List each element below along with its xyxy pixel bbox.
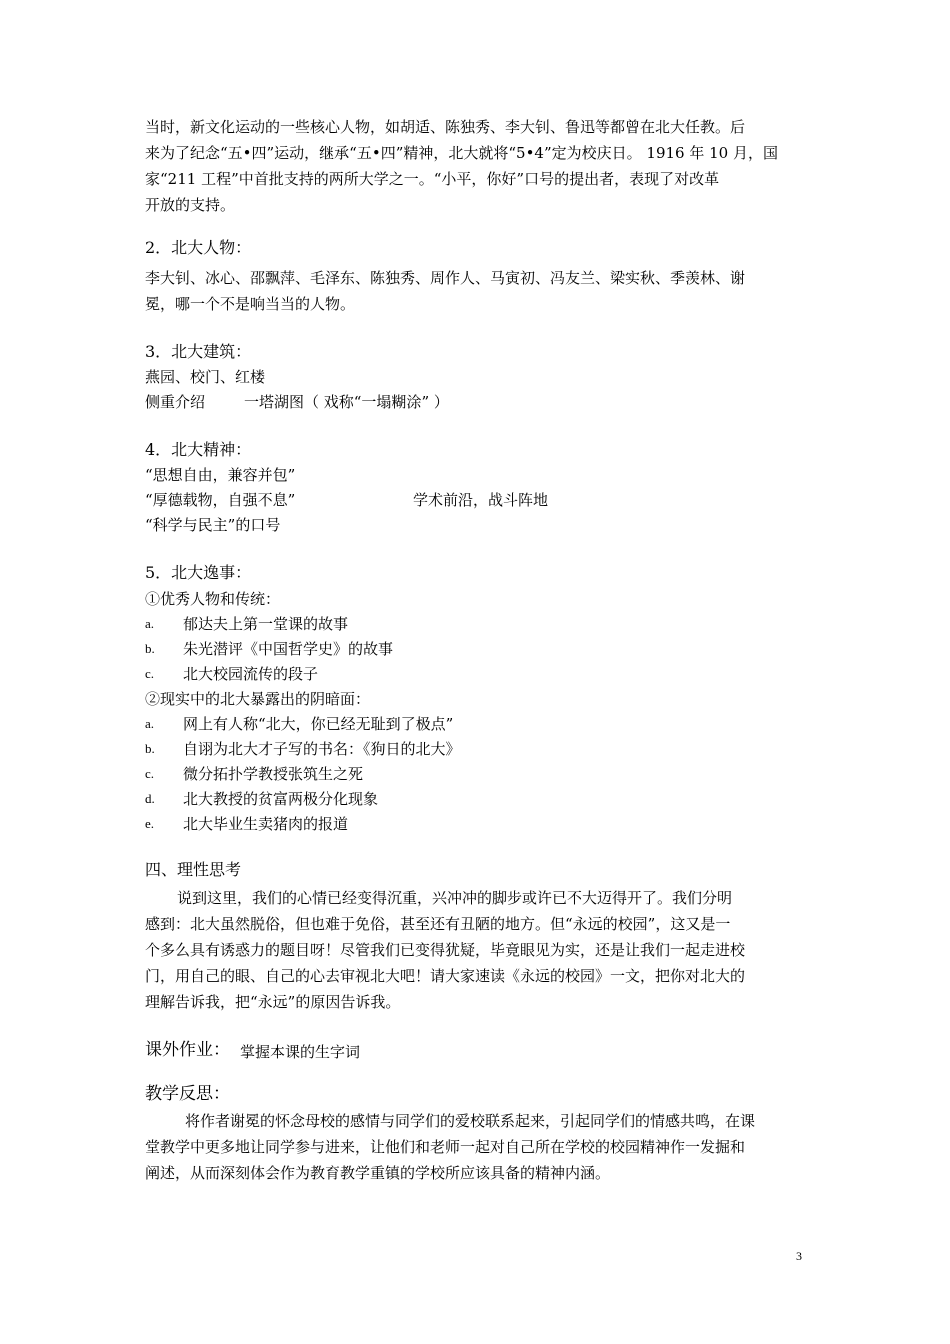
section-6-heading: 四、理性思考 [145, 860, 242, 879]
intro-line-4: 开放的支持。 [145, 196, 236, 214]
section-6-line-3: 个多么具有诱惑力的题目呀！尽管我们已变得犹疑，毕竟眼见为实，还是让我们一起走进校 [145, 941, 746, 959]
list-item: 北大教授的贫富两极分化现象 [183, 790, 379, 808]
intro-line-3: 家“211 工程”中首批支持的两所大学之一。“小平，你好”口号的提出者，表现了对改革 [145, 170, 720, 188]
section-5-sub-2: ②现实中的北大暴露出的阴暗面： [145, 690, 371, 708]
list-item: 北大校园流传的段子 [183, 665, 319, 683]
section-4-line-2a: “厚德载物，自强不息” [145, 491, 296, 509]
section-3-line-2a: 侧重介绍 [145, 393, 206, 411]
list-letter: c. [145, 666, 155, 681]
section-4-line-2b: 学术前沿，战斗阵地 [413, 491, 549, 509]
section-2-heading: 2．北大人物： [145, 238, 252, 257]
list-letter: b. [145, 741, 155, 756]
list-item: 朱光潜评《中国哲学史》的故事 [183, 640, 394, 658]
list-item: 北大毕业生卖猪肉的报道 [183, 815, 349, 833]
section-6-line-4: 门，用自己的眼、自己的心去审视北大吧！请大家速读《永远的校园》一文，把你对北大的 [145, 967, 746, 985]
list-letter: e. [145, 816, 155, 831]
intro-line-1: 当时，新文化运动的一些核心人物，如胡适、陈独秀、李大钊、鲁迅等都曾在北大任教。后 [145, 118, 746, 136]
reflection-line-1: 将作者谢冕的怀念母校的感情与同学们的爱校联系起来，引起同学们的情感共鸣，在课 [185, 1112, 756, 1130]
section-6-line-1: 说到这里，我们的心情已经变得沉重，兴冲冲的脚步或许已不大迈得开了。我们分明 [177, 889, 733, 907]
section-4-line-3: “科学与民主”的口号 [145, 516, 281, 534]
reflection-line-3: 阐述，从而深刻体会作为教育教学重镇的学校所应该具备的精神内涵。 [145, 1164, 611, 1182]
list-item: 网上有人称“北大，你已经无耻到了极点” [183, 715, 454, 733]
reflection-line-2: 堂教学中更多地让同学参与进来，让他们和老师一起对自己所在学校的校园精神作一发掘和 [145, 1138, 746, 1156]
homework-text: 掌握本课的生字词 [240, 1043, 361, 1061]
intro-line-2: 来为了纪念“五•四”运动，继承“五•四”精神，北大就将“5•4”定为校庆日。 1916 年 10 月，国 [145, 144, 778, 162]
list-letter: a. [145, 716, 155, 731]
section-5-heading: 5．北大逸事： [145, 563, 252, 582]
section-3-line-2b: 一塔湖图（ 戏称“一塌糊涂” ） [244, 393, 449, 411]
list-item: 微分拓扑学教授张筑生之死 [183, 765, 364, 783]
section-4-line-1: “思想自由，兼容并包” [145, 466, 296, 484]
section-4-heading: 4．北大精神： [145, 440, 252, 459]
section-6-line-5: 理解告诉我，把“永远”的原因告诉我。 [145, 993, 401, 1011]
list-letter: d. [145, 791, 155, 806]
page-number: 3 [796, 1249, 802, 1263]
section-2-line-2: 冕，哪一个不是响当当的人物。 [145, 295, 356, 313]
section-3-line-1: 燕园、校门、红楼 [145, 368, 266, 386]
section-6-line-2: 感到：北大虽然脱俗，但也难于免俗，甚至还有丑陋的地方。但“永远的校园”，这又是一 [145, 915, 731, 933]
list-letter: b. [145, 641, 155, 656]
section-5-sub-1: ①优秀人物和传统： [145, 590, 281, 608]
section-3-heading: 3．北大建筑： [145, 342, 252, 361]
list-item: 自诩为北大才子写的书名：《狗日的北大》 [183, 740, 461, 758]
list-item: 郁达夫上第一堂课的故事 [183, 615, 349, 633]
section-2-line-1: 李大钊、冰心、邵飘萍、毛泽东、陈独秀、周作人、马寅初、冯友兰、梁实秋、季羡林、谢 [145, 269, 746, 287]
list-letter: c. [145, 766, 155, 781]
homework-label: 课外作业： [145, 1040, 230, 1060]
reflection-heading: 教学反思： [145, 1084, 230, 1104]
list-letter: a. [145, 616, 155, 631]
